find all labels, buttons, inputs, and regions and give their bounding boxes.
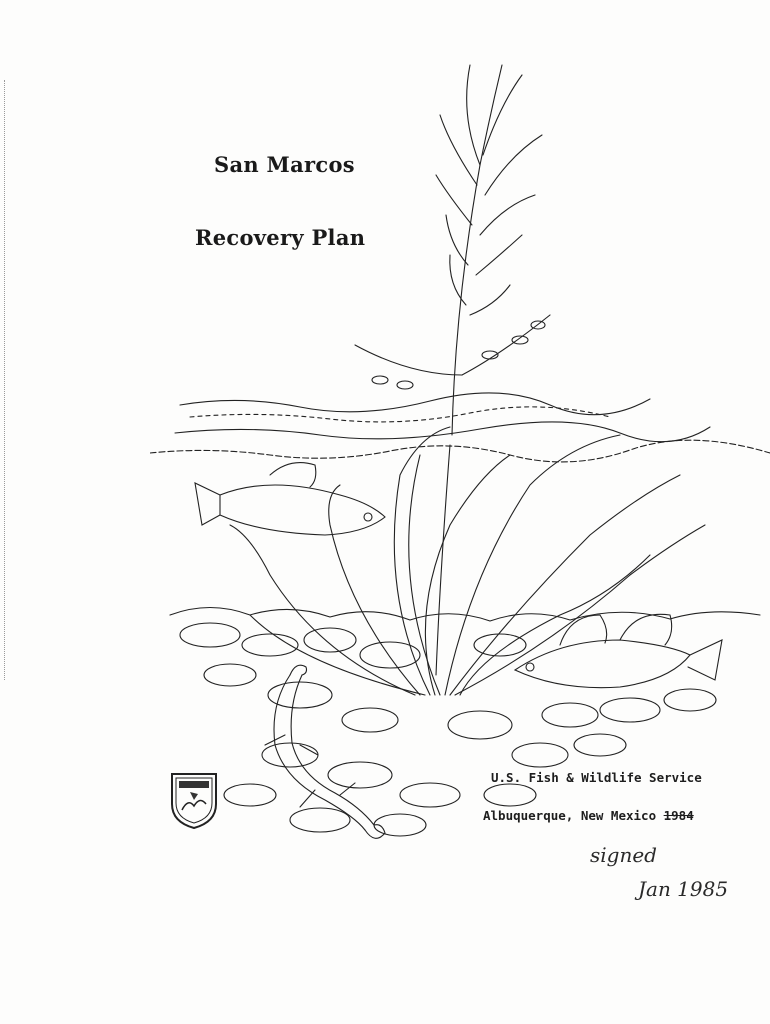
location-text: Albuquerque, New Mexico [483, 808, 664, 823]
title-line-1: San Marcos [214, 152, 355, 177]
fish-wildlife-service-logo [168, 770, 220, 830]
scan-margin-marks [4, 80, 7, 680]
handwritten-signed-note [588, 836, 748, 906]
aquatic-habitat-illustration [150, 55, 770, 845]
title-line-2: Recovery Plan [195, 225, 366, 250]
svg-text:Jan 1985: Jan 1985 [638, 877, 729, 901]
struck-year: 1984 [663, 808, 694, 823]
location-line [483, 808, 694, 823]
agency-name: U.S. Fish & Wildlife Service [491, 770, 702, 785]
svg-text:signed: signed [590, 843, 657, 867]
